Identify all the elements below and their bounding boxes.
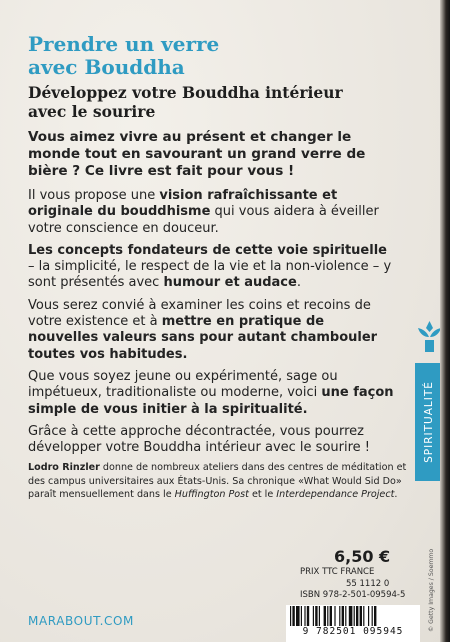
text-run: donne de nombreux ateliers dans des centres de méditation et des campus universitaires aux États-Unis. Sa chronique «What Would Sid Do» paraît mensuellement dans le bbox=[28, 462, 407, 501]
price-label: PRIX TTC FRANCE bbox=[300, 567, 375, 577]
subtitle-line-1: Développez votre Bouddha intérieur bbox=[28, 83, 343, 102]
publisher-brand: MARABOUT.COM bbox=[28, 614, 134, 628]
book-title bbox=[28, 33, 348, 79]
barcode-bar bbox=[360, 606, 362, 626]
text-run: qui vous aidera à éveiller votre conscience en douceur. bbox=[28, 204, 379, 236]
book-subtitle bbox=[28, 83, 408, 121]
barcode-bar bbox=[372, 606, 373, 626]
isbn: ISBN 978-2-501-09594-5 bbox=[300, 590, 406, 600]
text-run: . bbox=[394, 489, 398, 501]
spine-edge bbox=[440, 0, 450, 642]
text-run: Il vous propose une bbox=[28, 188, 160, 203]
blurb-paragraph-6: Grâce à cette approche décontractée, vous pourrez développer votre Bouddha intérieur avec le sourire ! bbox=[28, 423, 370, 456]
barcode-bar bbox=[330, 606, 332, 626]
text-run-bold: une façon simple de vous initier à la spiritualité. bbox=[28, 385, 394, 417]
blurb-paragraph-5 bbox=[28, 369, 396, 418]
barcode-bar bbox=[327, 606, 328, 626]
text-run-bold: vision rafraîchissante et originale du bouddhisme bbox=[28, 188, 338, 220]
blurb-paragraph-3 bbox=[28, 243, 396, 292]
barcode-bar bbox=[290, 606, 291, 626]
text-run: et le bbox=[248, 489, 277, 501]
text-run: Vous serez convié à examiner les coins et recoins de votre existence et à bbox=[28, 297, 371, 330]
barcode-bar bbox=[301, 606, 302, 626]
barcode-bar bbox=[304, 606, 305, 626]
barcode-bar bbox=[345, 606, 346, 626]
price-info bbox=[300, 567, 420, 602]
barcode-bar bbox=[356, 606, 358, 626]
category-label: SPIRITUALITÉ bbox=[423, 381, 435, 463]
barcode-bar bbox=[354, 606, 355, 626]
barcode-bar bbox=[334, 606, 335, 626]
text-run: – la simplicité, le respect de la vie et la non-violence – y sont présentés avec bbox=[28, 259, 392, 291]
title-line-1: Prendre un verre bbox=[28, 32, 220, 56]
price: 6,50 € bbox=[334, 547, 391, 566]
barcode-bar bbox=[374, 606, 376, 626]
barcode-bar bbox=[292, 606, 294, 626]
product-code: 55 1112 0 bbox=[346, 578, 390, 589]
subtitle-line-2: avec le sourire bbox=[28, 102, 156, 121]
barcode-bar bbox=[339, 606, 340, 626]
barcode-number: 9 782501 095945 bbox=[286, 626, 420, 638]
barcode-bar bbox=[368, 606, 369, 626]
photo-credit: © Getty Images / Soemmo bbox=[428, 548, 435, 632]
blurb bbox=[28, 129, 396, 462]
author-bio bbox=[28, 461, 408, 502]
barcode-bar bbox=[319, 606, 320, 626]
text-run: Que vous soyez jeune ou expérimenté, sage ou impétueux, traditionaliste ou moderne, voici bbox=[28, 368, 338, 401]
text-run-bold: mettre en pratique de nouvelles valeurs sans pour autant chambouler toutes vos habitudes. bbox=[28, 314, 378, 362]
blurb-paragraph-4 bbox=[28, 298, 396, 363]
barcode-bar bbox=[307, 606, 309, 626]
text-run-bold: humour et audace bbox=[163, 275, 297, 291]
barcode-bar bbox=[313, 606, 314, 626]
publication-name: Interdependance Project bbox=[276, 489, 395, 501]
barcode-bar bbox=[315, 606, 317, 626]
title-line-2: avec Bouddha bbox=[28, 55, 185, 79]
text-run-bold: Les concepts fondateurs de cette voie spirituelle bbox=[28, 242, 387, 258]
barcode-bar bbox=[296, 606, 300, 626]
barcode-bar bbox=[342, 606, 344, 626]
author-name: Lodro Rinzler bbox=[28, 462, 100, 473]
barcode-bar bbox=[363, 606, 364, 626]
blurb-lead: Vous aimez vivre au présent et changer le monde tout en savourant un grand verre de bière ? Ce livre est fait pour vous ! bbox=[28, 129, 366, 179]
publication-name: Huffington Post bbox=[174, 489, 249, 501]
barcode-bar bbox=[349, 606, 353, 626]
text-run: . bbox=[296, 275, 301, 291]
barcode-bar bbox=[324, 606, 326, 626]
barcode-bars bbox=[286, 605, 420, 627]
blurb-paragraph-2 bbox=[28, 188, 396, 237]
